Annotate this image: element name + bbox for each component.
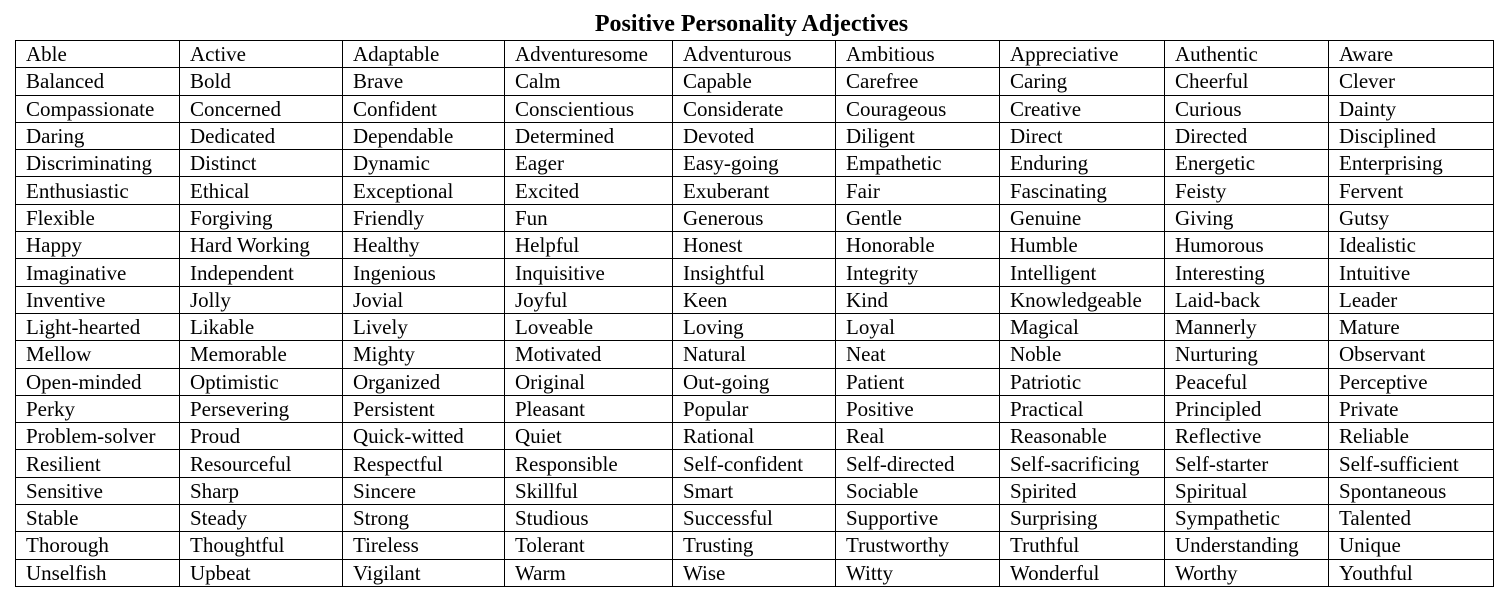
adjective-cell: Dynamic [343,150,505,177]
adjective-cell: Determined [505,122,673,149]
adjective-cell: Supportive [836,505,1000,532]
table-row [16,259,1494,286]
adjective-cell: Eager [505,150,673,177]
adjective-cell: Forgiving [180,204,343,231]
adjective-cell: Private [1329,395,1494,422]
adjective-cell: Imaginative [16,259,180,286]
adjective-cell: Open-minded [16,368,180,395]
adjective-cell: Integrity [836,259,1000,286]
adjective-cell: Optimistic [180,368,343,395]
adjective-cell: Noble [1000,341,1165,368]
adjective-cell: Easy-going [673,150,836,177]
adjective-cell: Fun [505,204,673,231]
adjective-cell: Out-going [673,368,836,395]
adjective-cell: Spiritual [1165,477,1329,504]
adjective-cell: Popular [673,395,836,422]
adjective-cell: Ingenious [343,259,505,286]
adjective-cell: Reflective [1165,423,1329,450]
table-row [16,559,1494,586]
adjective-cell: Genuine [1000,204,1165,231]
adjective-cell: Stable [16,505,180,532]
adjective-cell: Considerate [673,95,836,122]
adjective-cell: Exceptional [343,177,505,204]
adjective-cell: Successful [673,505,836,532]
adjective-cell: Sociable [836,477,1000,504]
adjective-cell: Resilient [16,450,180,477]
adjective-cell: Positive [836,395,1000,422]
adjective-cell: Loveable [505,313,673,340]
adjective-cell: Happy [16,232,180,259]
adjective-cell: Calm [505,68,673,95]
adjective-cell: Dedicated [180,122,343,149]
table-row [16,204,1494,231]
adjective-cell: Quiet [505,423,673,450]
adjective-cell: Compassionate [16,95,180,122]
adjective-cell: Hard Working [180,232,343,259]
adjective-cell: Kind [836,286,1000,313]
adjective-cell: Able [16,41,180,68]
adjective-cell: Concerned [180,95,343,122]
adjective-cell: Honorable [836,232,1000,259]
adjective-cell: Thorough [16,532,180,559]
adjective-cell: Ambitious [836,41,1000,68]
adjective-cell: Clever [1329,68,1494,95]
adjective-cell: Lively [343,313,505,340]
adjective-cell: Thoughtful [180,532,343,559]
adjective-cell: Enduring [1000,150,1165,177]
adjective-cell: Balanced [16,68,180,95]
adjective-cell: Distinct [180,150,343,177]
adjective-cell: Ethical [180,177,343,204]
adjective-cell: Directed [1165,122,1329,149]
table-row [16,341,1494,368]
adjective-cell: Persistent [343,395,505,422]
adjective-cell: Magical [1000,313,1165,340]
adjective-cell: Knowledgeable [1000,286,1165,313]
adjective-cell: Flexible [16,204,180,231]
adjective-cell: Humorous [1165,232,1329,259]
adjective-cell: Tolerant [505,532,673,559]
table-row [16,450,1494,477]
adjective-cell: Sensitive [16,477,180,504]
adjective-cell: Conscientious [505,95,673,122]
adjective-cell: Peaceful [1165,368,1329,395]
adjective-cell: Mature [1329,313,1494,340]
adjective-cell: Quick-witted [343,423,505,450]
adjective-cell: Understanding [1165,532,1329,559]
adjective-cell: Adventuresome [505,41,673,68]
adjective-cell: Principled [1165,395,1329,422]
adjective-cell: Patient [836,368,1000,395]
adjective-cell: Wonderful [1000,559,1165,586]
adjective-cell: Pleasant [505,395,673,422]
adjective-cell: Smart [673,477,836,504]
adjective-cell: Unique [1329,532,1494,559]
adjective-cell: Keen [673,286,836,313]
adjective-cell: Surprising [1000,505,1165,532]
adjective-cell: Mighty [343,341,505,368]
adjective-cell: Self-directed [836,450,1000,477]
adjective-cell: Aware [1329,41,1494,68]
adjective-cell: Nurturing [1165,341,1329,368]
table-row [16,477,1494,504]
adjective-cell: Reliable [1329,423,1494,450]
adjective-cell: Excited [505,177,673,204]
adjective-cell: Generous [673,204,836,231]
adjective-cell: Self-sacrificing [1000,450,1165,477]
adjective-cell: Resourceful [180,450,343,477]
adjective-cell: Carefree [836,68,1000,95]
adjective-cell: Studious [505,505,673,532]
adjective-cell: Self-starter [1165,450,1329,477]
adjective-cell: Independent [180,259,343,286]
adjective-cell: Light-hearted [16,313,180,340]
adjective-cell: Humble [1000,232,1165,259]
table-row [16,286,1494,313]
adjective-cell: Sincere [343,477,505,504]
adjective-cell: Perceptive [1329,368,1494,395]
adjective-cell: Fervent [1329,177,1494,204]
adjective-cell: Loyal [836,313,1000,340]
adjective-cell: Persevering [180,395,343,422]
adjective-cell: Likable [180,313,343,340]
adjective-cell: Brave [343,68,505,95]
adjective-cell: Wise [673,559,836,586]
adjective-cell: Interesting [1165,259,1329,286]
adjective-cell: Healthy [343,232,505,259]
adjective-cell: Exuberant [673,177,836,204]
adjective-cell: Memorable [180,341,343,368]
adjectives-table-body [16,41,1494,587]
adjective-cell: Joyful [505,286,673,313]
adjective-cell: Idealistic [1329,232,1494,259]
adjective-cell: Jolly [180,286,343,313]
adjective-cell: Self-confident [673,450,836,477]
adjective-cell: Natural [673,341,836,368]
adjective-cell: Active [180,41,343,68]
adjective-cell: Observant [1329,341,1494,368]
adjective-cell: Sympathetic [1165,505,1329,532]
adjective-cell: Adaptable [343,41,505,68]
adjective-cell: Sharp [180,477,343,504]
adjective-cell: Patriotic [1000,368,1165,395]
adjective-cell: Laid-back [1165,286,1329,313]
adjective-cell: Mellow [16,341,180,368]
adjective-cell: Discriminating [16,150,180,177]
adjective-cell: Original [505,368,673,395]
table-row [16,122,1494,149]
adjective-cell: Real [836,423,1000,450]
adjective-cell: Direct [1000,122,1165,149]
adjective-cell: Warm [505,559,673,586]
table-row [16,368,1494,395]
adjective-cell: Diligent [836,122,1000,149]
adjective-cell: Unselfish [16,559,180,586]
adjective-cell: Skillful [505,477,673,504]
adjective-cell: Trusting [673,532,836,559]
table-row [16,41,1494,68]
adjective-cell: Talented [1329,505,1494,532]
adjective-cell: Intuitive [1329,259,1494,286]
adjective-cell: Dependable [343,122,505,149]
adjective-cell: Respectful [343,450,505,477]
adjectives-table [15,40,1494,587]
table-row [16,150,1494,177]
adjective-cell: Loving [673,313,836,340]
adjective-cell: Responsible [505,450,673,477]
table-row [16,95,1494,122]
adjective-cell: Proud [180,423,343,450]
adjective-cell: Fascinating [1000,177,1165,204]
adjective-cell: Capable [673,68,836,95]
adjective-cell: Self-sufficient [1329,450,1494,477]
table-row [16,177,1494,204]
adjective-cell: Strong [343,505,505,532]
adjective-cell: Authentic [1165,41,1329,68]
adjective-cell: Gutsy [1329,204,1494,231]
table-row [16,395,1494,422]
adjective-cell: Devoted [673,122,836,149]
adjective-cell: Caring [1000,68,1165,95]
adjective-cell: Energetic [1165,150,1329,177]
adjective-cell: Bold [180,68,343,95]
adjective-cell: Friendly [343,204,505,231]
adjective-cell: Confident [343,95,505,122]
adjective-cell: Cheerful [1165,68,1329,95]
adjective-cell: Feisty [1165,177,1329,204]
adjective-cell: Rational [673,423,836,450]
adjective-cell: Spontaneous [1329,477,1494,504]
table-row [16,423,1494,450]
adjective-cell: Spirited [1000,477,1165,504]
adjective-cell: Intelligent [1000,259,1165,286]
adjective-cell: Enterprising [1329,150,1494,177]
adjective-cell: Tireless [343,532,505,559]
adjective-cell: Jovial [343,286,505,313]
adjective-cell: Youthful [1329,559,1494,586]
adjective-cell: Perky [16,395,180,422]
adjective-cell: Honest [673,232,836,259]
adjective-cell: Mannerly [1165,313,1329,340]
adjective-cell: Fair [836,177,1000,204]
table-row [16,532,1494,559]
adjective-cell: Steady [180,505,343,532]
adjective-cell: Neat [836,341,1000,368]
adjective-cell: Daring [16,122,180,149]
table-row [16,313,1494,340]
adjective-cell: Courageous [836,95,1000,122]
adjective-cell: Creative [1000,95,1165,122]
adjective-cell: Witty [836,559,1000,586]
page-title: Positive Personality Adjectives [594,11,909,37]
adjective-cell: Truthful [1000,532,1165,559]
adjective-cell: Insightful [673,259,836,286]
table-row [16,232,1494,259]
adjective-cell: Vigilant [343,559,505,586]
adjective-cell: Gentle [836,204,1000,231]
adjective-cell: Enthusiastic [16,177,180,204]
table-row [16,68,1494,95]
adjective-cell: Inventive [16,286,180,313]
adjective-cell: Dainty [1329,95,1494,122]
adjective-cell: Inquisitive [505,259,673,286]
adjective-cell: Upbeat [180,559,343,586]
adjective-cell: Problem-solver [16,423,180,450]
adjective-cell: Disciplined [1329,122,1494,149]
table-row [16,505,1494,532]
adjective-cell: Motivated [505,341,673,368]
adjective-cell: Curious [1165,95,1329,122]
adjective-cell: Practical [1000,395,1165,422]
adjective-cell: Giving [1165,204,1329,231]
adjective-cell: Appreciative [1000,41,1165,68]
adjective-cell: Helpful [505,232,673,259]
adjective-cell: Organized [343,368,505,395]
adjective-cell: Empathetic [836,150,1000,177]
adjective-cell: Adventurous [673,41,836,68]
adjective-cell: Trustworthy [836,532,1000,559]
adjective-cell: Worthy [1165,559,1329,586]
adjective-cell: Leader [1329,286,1494,313]
adjective-cell: Reasonable [1000,423,1165,450]
